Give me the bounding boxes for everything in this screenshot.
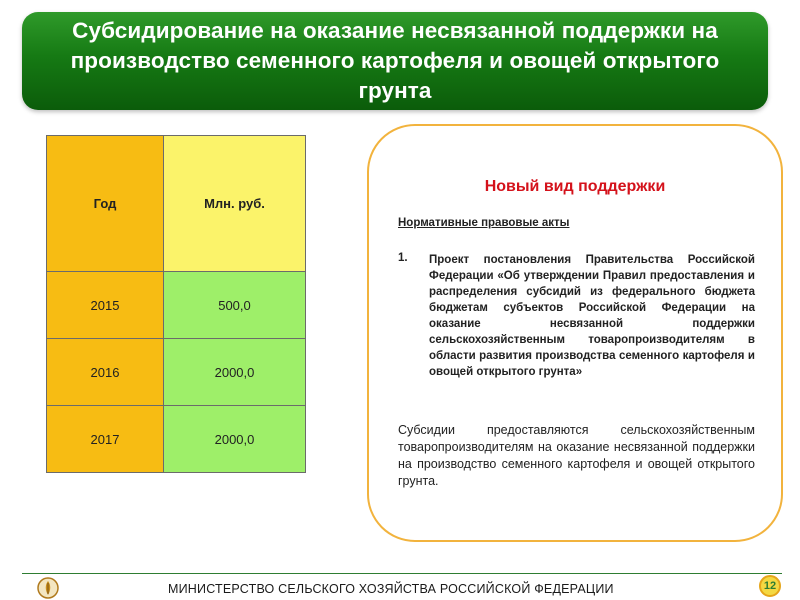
amount-cell: 2000,0 [164,339,306,406]
table-row [47,406,306,473]
panel-title: Новый вид поддержки [484,178,666,195]
header-amount: Млн. руб. [164,136,306,272]
page-number-badge: 12 [759,575,781,597]
year-cell: 2017 [47,406,164,473]
table-row [47,272,306,339]
subsidy-table [46,135,306,473]
slide-title: Субсидирование на оказание несвязанной поддержки на производство семенного картофеля и овощей открытого грунта [70,18,720,103]
footer-divider [22,573,782,574]
amount-cell: 500,0 [164,272,306,339]
subsidy-note: Субсидии предоставляются сельскохозяйственным товаропроизводителям на оказание несвязанной поддержки на производство семенного картофеля и овощей открытого грунта. [398,423,755,488]
ministry-emblem-icon [37,577,59,599]
amount-cell: 2000,0 [164,406,306,473]
year-cell: 2015 [47,272,164,339]
legal-acts-heading: Нормативные правовые акты [398,217,570,229]
title-banner [22,12,768,110]
list-item-number: 1. [398,252,408,264]
list-item-text: Проект постановления Правительства Российской Федерации «Об утверждении Правил предоставления и распределения субсидий из федерального бюджета бюджетам субъектов Российской Федерации на оказание несвязанной поддержки сельскохозяйственным товаропроизводителям в области развития производства семенного картофеля и овощей открытого грунта» [429,254,755,378]
table-row [47,339,306,406]
header-year: Год [47,136,164,272]
year-cell: 2016 [47,339,164,406]
table-header-row [47,136,306,272]
new-support-panel [367,124,783,542]
ministry-name: МИНИСТЕРСТВО СЕЛЬСКОГО ХОЗЯЙСТВА РОССИЙСКОЙ ФЕДЕРАЦИИ [168,582,614,596]
